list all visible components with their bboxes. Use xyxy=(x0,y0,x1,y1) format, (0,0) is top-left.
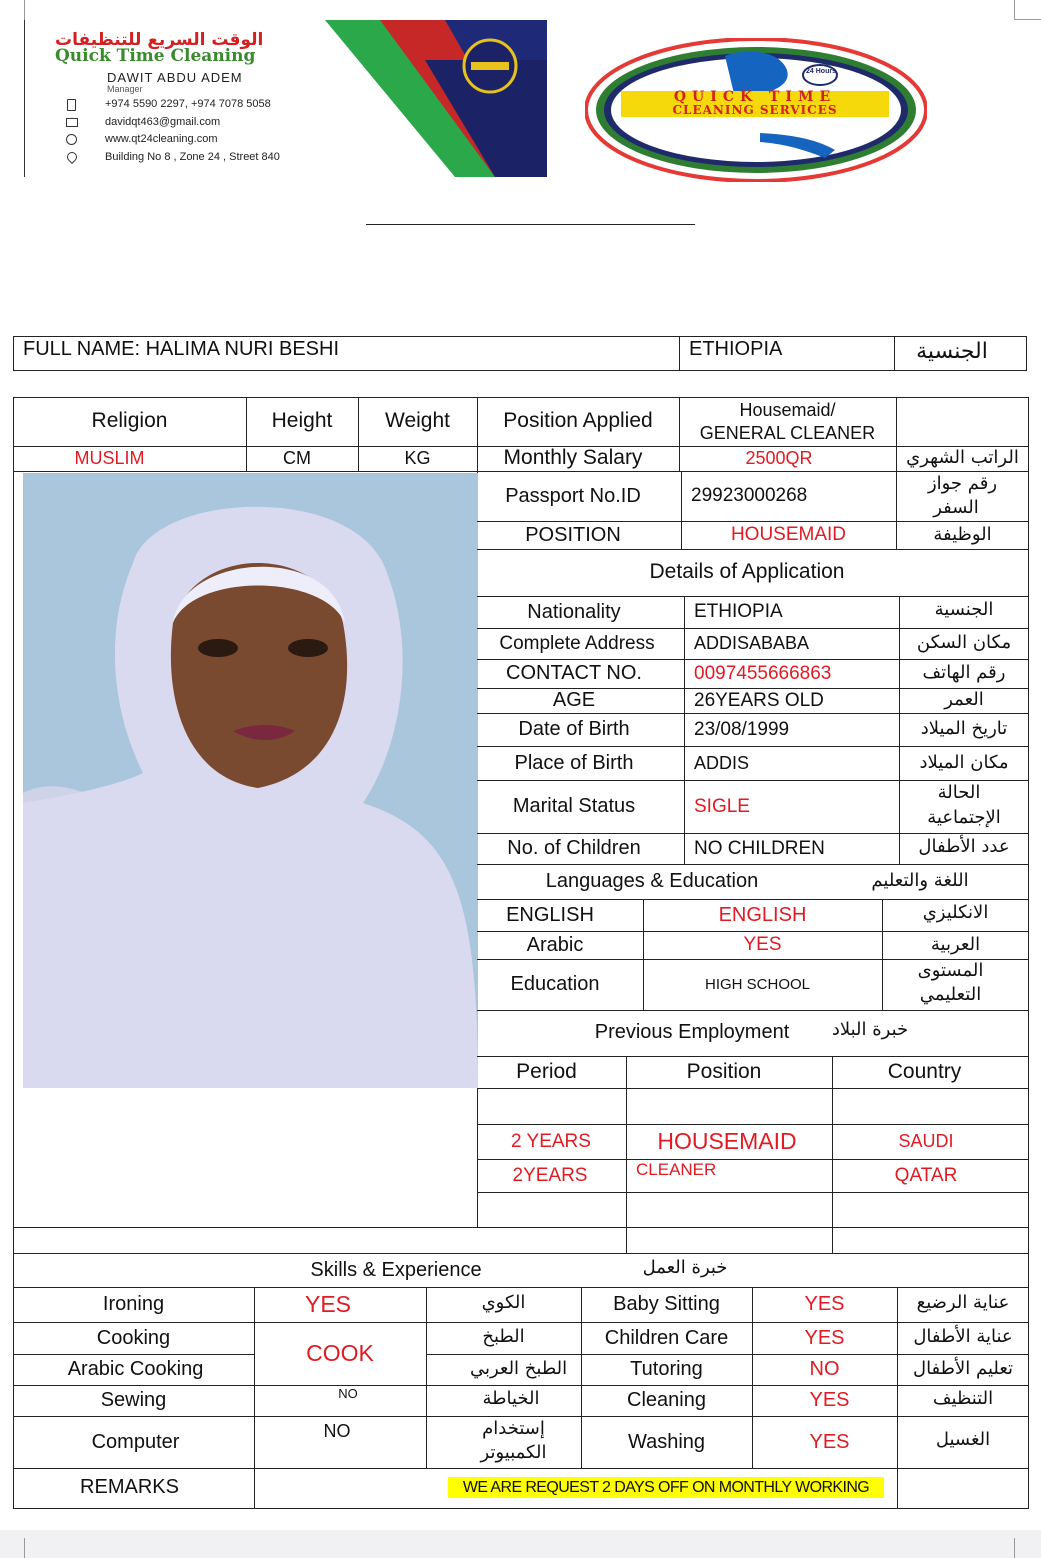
skill-baby-sitting: Baby Sitting xyxy=(613,1293,720,1315)
height-label: Height xyxy=(271,409,333,433)
skill-ironing-value: YES xyxy=(304,1291,352,1318)
skills-title-ar: خبرة العمل xyxy=(642,1256,728,1278)
skill-children-care-value: YES xyxy=(804,1326,845,1349)
marital-label: Marital Status xyxy=(512,795,636,817)
contact-value: 0097455666863 xyxy=(694,662,832,684)
passport-ar2: السفر xyxy=(933,496,979,518)
country-header: Country xyxy=(887,1059,962,1083)
logo-line2: CLEANING SERVICES xyxy=(672,103,838,117)
phone-icon xyxy=(67,99,76,111)
skill-cooking: Cooking xyxy=(96,1326,171,1349)
skill-tutoring-ar: تعليم الأطفال xyxy=(912,1357,1014,1379)
age-ar: العمر xyxy=(944,689,984,711)
education-ar1: المستوى xyxy=(917,959,984,981)
skill-computer-ar1: إستخدام xyxy=(482,1417,545,1439)
position-applied-label: Position Applied xyxy=(503,409,653,433)
marital-value: SIGLE xyxy=(694,795,750,817)
card-website: www.qt24cleaning.com xyxy=(105,133,218,145)
english-ar: الانكليزي xyxy=(922,902,989,924)
position-ar: الوظيفة xyxy=(933,523,992,545)
card-english-name: Quick Time Cleaning xyxy=(55,46,256,66)
english-value: ENGLISH xyxy=(718,903,807,926)
employment-country-2: QATAR xyxy=(894,1164,958,1186)
remarks-text: WE ARE REQUEST 2 DAYS OFF ON MONTHLY WORKING xyxy=(448,1477,884,1498)
globe-icon xyxy=(66,134,77,145)
card-arabic-name: الوقت السريع للتنظيفات xyxy=(55,30,264,50)
divider xyxy=(477,1088,1029,1089)
skill-baby-sitting-value: YES xyxy=(804,1293,845,1315)
children-value: NO CHILDREN xyxy=(694,837,825,859)
arabic-label: Arabic xyxy=(526,933,584,956)
skill-cleaning-value: YES xyxy=(809,1389,850,1411)
skill-arabic-cooking: Arabic Cooking xyxy=(67,1358,204,1380)
logo-badge: 24 Hours xyxy=(806,68,836,75)
skill-tutoring-value: NO xyxy=(809,1358,840,1380)
position-applied-line1: Housemaid/ xyxy=(739,399,836,420)
position-applied-line2: GENERAL CLEANER xyxy=(699,422,876,443)
contact-ar: رقم الهاتف xyxy=(922,662,1006,684)
skill-washing: Washing xyxy=(627,1430,706,1453)
marital-ar2: الإجتماعية xyxy=(927,806,1001,828)
arabic-ar: العربية xyxy=(930,933,981,955)
pob-label: Place of Birth xyxy=(514,751,634,774)
skill-children-care-ar: عناية الأطفال xyxy=(913,1325,1013,1347)
skill-sewing-ar: الخياطة xyxy=(482,1387,540,1409)
age-value: 26YEARS OLD xyxy=(694,689,824,711)
page-corner-mark xyxy=(24,0,25,20)
skill-tutoring: Tutoring xyxy=(630,1358,703,1380)
dob-value: 23/08/1999 xyxy=(694,718,790,740)
details-title: Details of Application xyxy=(649,560,845,584)
children-label: No. of Children xyxy=(507,837,641,859)
weight-label: Weight xyxy=(385,409,450,433)
company-logo xyxy=(585,38,927,182)
employment-position-1: HOUSEMAID xyxy=(657,1128,797,1155)
logo-line1: QUICK TIME xyxy=(673,89,837,105)
page-corner-mark xyxy=(1014,0,1015,20)
passport-value: 29923000268 xyxy=(691,485,808,507)
employment-title-ar: خبرة البلاد xyxy=(831,1018,909,1040)
divider xyxy=(477,1192,1029,1193)
applicant-photo xyxy=(23,473,478,1088)
skill-washing-ar: الغسيل xyxy=(935,1428,991,1450)
weight-value: KG xyxy=(404,448,431,469)
divider xyxy=(13,1227,1029,1228)
header-nationality-ar: الجنسية xyxy=(916,339,988,365)
header-nationality: ETHIOPIA xyxy=(689,337,783,360)
education-value: HIGH SCHOOL xyxy=(704,975,810,993)
employment-title: Previous Employment xyxy=(594,1020,790,1043)
languages-title: Languages & Education xyxy=(545,870,759,892)
salary-label: Monthly Salary xyxy=(503,446,643,470)
pob-ar: مكان الميلاد xyxy=(919,751,1009,773)
card-email: davidqt463@gmail.com xyxy=(105,116,221,128)
position-label: POSITION xyxy=(525,523,621,546)
employment-country-1: SAUDI xyxy=(898,1131,954,1152)
business-card xyxy=(24,20,547,177)
employment-period-1: 2 YEARS xyxy=(511,1130,591,1152)
children-ar: عدد الأطفال xyxy=(918,835,1010,857)
religion-label: Religion xyxy=(91,409,168,433)
education-label: Education xyxy=(510,973,600,995)
marital-ar1: الحالة xyxy=(937,781,981,803)
skill-sewing-value: NO xyxy=(338,1385,358,1401)
passport-label: Passport No.ID xyxy=(505,484,641,507)
passport-ar1: رقم جواز xyxy=(927,472,998,494)
skill-ironing: Ironing xyxy=(102,1293,165,1315)
dob-ar: تاريخ الميلاد xyxy=(920,718,1008,740)
page-corner-mark xyxy=(1014,1538,1015,1558)
religion-value: MUSLIM xyxy=(74,448,145,469)
pob-value: ADDIS xyxy=(694,752,750,773)
age-label: AGE xyxy=(552,689,596,711)
remarks-label: REMARKS xyxy=(80,1475,179,1498)
skill-sewing: Sewing xyxy=(100,1389,167,1411)
page-corner-mark xyxy=(1014,19,1041,20)
dob-label: Date of Birth xyxy=(518,718,630,740)
skill-cooking-value: COOK xyxy=(306,1340,374,1367)
employment-period-2: 2YEARS xyxy=(512,1164,588,1186)
contact-label: CONTACT NO. xyxy=(506,662,642,684)
skill-cleaning: Cleaning xyxy=(627,1389,706,1411)
skill-computer-ar2: الكمبيوتر xyxy=(480,1441,547,1463)
position-header: Position xyxy=(686,1059,762,1083)
skill-cooking-ar: الطبخ xyxy=(482,1325,525,1347)
skill-children-care: Children Care xyxy=(604,1326,729,1349)
skill-computer-value: NO xyxy=(323,1420,351,1441)
skill-cleaning-ar: التنظيف xyxy=(932,1387,994,1409)
height-value: CM xyxy=(283,448,311,469)
salary-value: 2500QR xyxy=(745,448,813,469)
card-phone: +974 5590 2297, +974 7078 5058 xyxy=(105,98,271,110)
nationality-ar: الجنسية xyxy=(934,598,994,620)
period-header: Period xyxy=(516,1059,577,1083)
skill-baby-sitting-ar: عناية الرضيع xyxy=(916,1292,1010,1314)
nationality-value: ETHIOPIA xyxy=(694,601,783,623)
address-label: Complete Address xyxy=(499,632,655,654)
title-underline xyxy=(366,224,695,225)
nationality-label: Nationality xyxy=(527,600,621,623)
card-manager-title: Manager xyxy=(107,84,143,94)
salary-ar: الراتب الشهري xyxy=(906,447,1019,469)
skills-title: Skills & Experience xyxy=(310,1258,482,1281)
employment-position-2: CLEANER xyxy=(636,1160,717,1180)
skill-washing-value: YES xyxy=(809,1430,850,1453)
address-value: ADDISABABA xyxy=(694,633,810,654)
skill-computer: Computer xyxy=(91,1430,180,1453)
position-value: HOUSEMAID xyxy=(730,524,847,546)
full-name: FULL NAME: HALIMA NURI BESHI xyxy=(23,337,339,360)
page-bottom-strip xyxy=(0,1530,1041,1558)
education-ar2: التعليمي xyxy=(919,983,982,1005)
languages-title-ar: اللغة والتعليم xyxy=(871,870,969,892)
address-ar: مكان السكن xyxy=(916,632,1012,654)
skill-arabic-cooking-ar: الطبخ العربي xyxy=(469,1357,568,1379)
card-manager-name: DAWIT ABDU ADEM xyxy=(107,70,243,85)
arabic-value: YES xyxy=(743,934,782,956)
card-address: Building No 8 , Zone 24 , Street 840 xyxy=(105,151,280,163)
skill-ironing-ar: الكوي xyxy=(481,1291,526,1313)
page-corner-mark xyxy=(24,1538,25,1558)
mail-icon xyxy=(66,118,78,127)
english-label: ENGLISH xyxy=(506,903,594,926)
